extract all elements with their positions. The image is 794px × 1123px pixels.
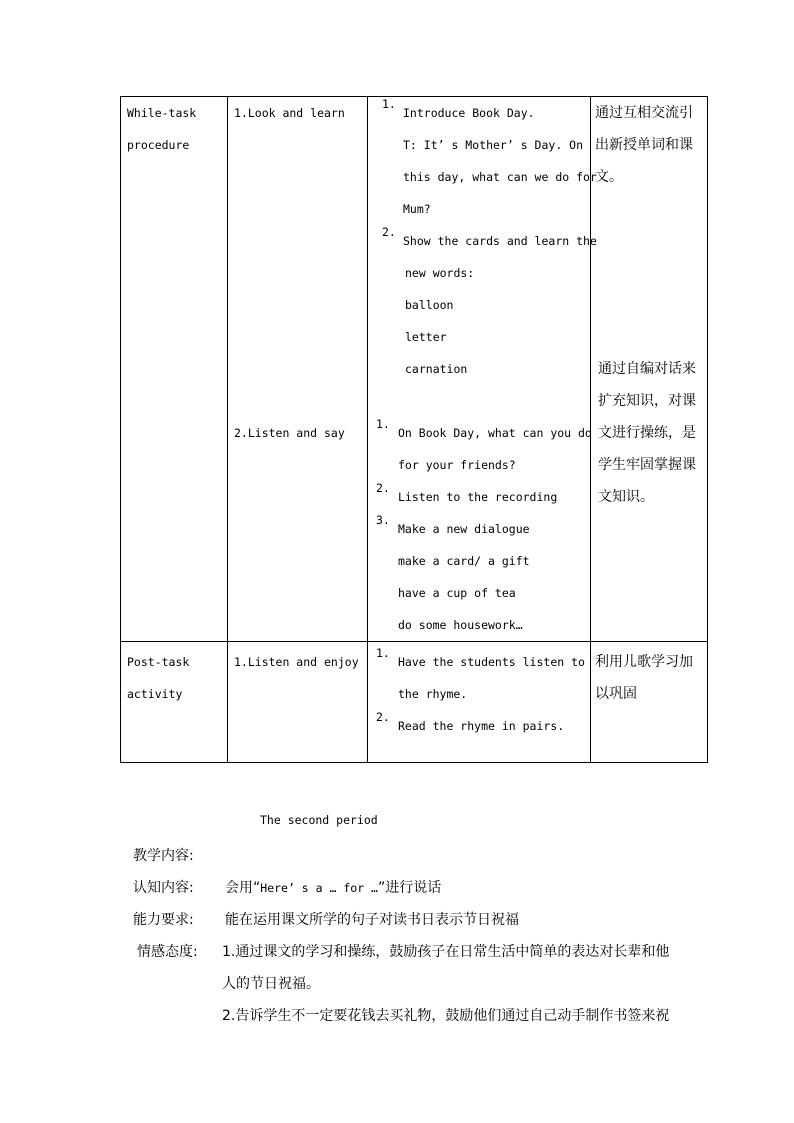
stage-label: procedure	[127, 138, 190, 152]
procedure-step: 2. Show the cards and learn the new words: balloon letter carnation	[368, 225, 590, 385]
activity-label: 2.Listen and say	[234, 426, 345, 440]
stage-label: While-task	[127, 106, 197, 120]
vocab-word: letter	[405, 330, 447, 344]
activity-label: 1.Listen and enjoy	[234, 655, 359, 669]
attitude-label: 情感态度:	[137, 944, 198, 960]
stage-cell	[121, 642, 228, 763]
stage-cell	[121, 97, 228, 642]
procedure-cell	[368, 97, 597, 642]
ability-label: 能力要求:	[133, 912, 194, 928]
while-task-row	[121, 97, 708, 642]
procedure-step: 2. Listen to the recording	[376, 481, 558, 504]
vocab-word: carnation	[405, 362, 468, 376]
cognitive-label: 认知内容:	[133, 880, 194, 896]
attitude-text: 1.通过课文的学习和操练，鼓励孩子在日常生活中简单的表达对长辈和他	[222, 944, 670, 960]
purpose-cell: 利用儿歌学习加 以巩固	[591, 642, 708, 763]
procedure-step: 2. Read the rhyme in pairs.	[376, 710, 565, 733]
stage-label: Post-task	[127, 655, 190, 669]
attitude-text: 人的节日祝福。	[222, 976, 320, 992]
activity-label: 1.Look and learn	[234, 106, 345, 120]
attitude-text: 2.告诉学生不一定要花钱去买礼物，鼓励他们通过自己动手制作书签来祝	[222, 1008, 670, 1024]
section-title: The second period	[260, 813, 378, 827]
vocab-word: balloon	[405, 298, 454, 312]
procedure-step: 1. On Book Day, what can you do for your friends?	[376, 417, 592, 472]
cognitive-text: 会用“Here’ s a … for …”进行说话	[225, 880, 442, 896]
ability-text: 能在运用课文所学的句子对读书日表示节日祝福	[225, 912, 519, 928]
procedure-cell	[368, 642, 591, 763]
lesson-plan-table	[120, 96, 708, 763]
procedure-step: 1. Introduce Book Day. T: It’ s Mother’ s Day. On this day, what can we do for Mum?	[382, 97, 597, 216]
activity-cell	[228, 97, 368, 642]
content-label: 教学内容:	[133, 848, 194, 864]
activity-cell	[228, 642, 368, 763]
procedure-step: 1. Have the students listen to the rhyme.	[376, 646, 585, 701]
procedure-step: 3. Make a new dialogue make a card/ a gift have a cup of tea do some housework…	[376, 513, 530, 632]
stage-label: activity	[127, 687, 183, 701]
post-task-row	[121, 642, 708, 763]
purpose-cell: 通过互相交流引 出新授单词和课 文。 通过自编对话来 扩充知识，对课 文进行操练，是 学生牢固掌握课 文知识。	[591, 97, 708, 642]
